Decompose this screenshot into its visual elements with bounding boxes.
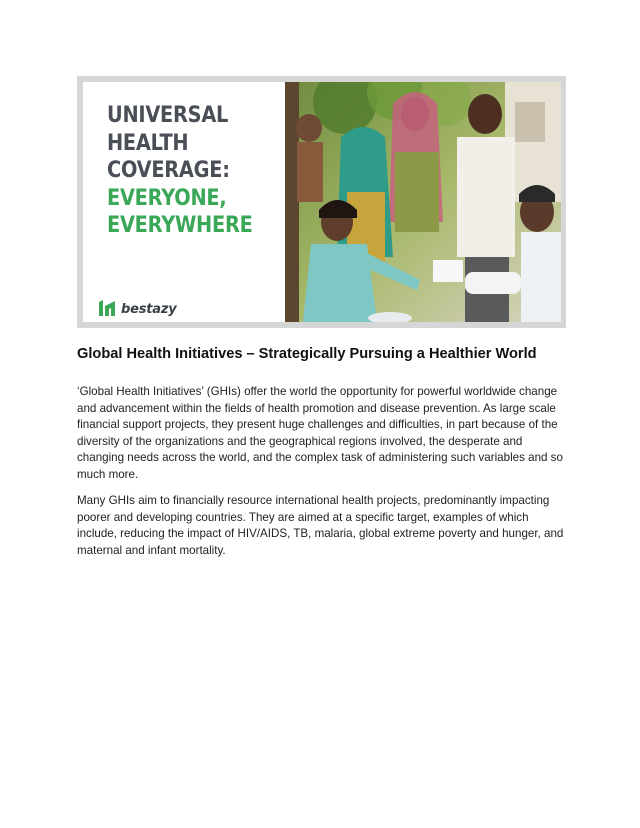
hero-banner — [77, 76, 566, 328]
bestazy-logo-icon — [96, 297, 118, 322]
article-paragraph-2 — [77, 493, 567, 559]
paragraph-line: changing needs across the world, and the complex task of administering such variables and so — [77, 451, 563, 464]
logo-wordmark: bestazy — [121, 302, 177, 317]
paragraph-line: financial support projects, they present huge challenges and difficulties, in part because of the — [77, 418, 558, 431]
headline-line: HEALTH — [107, 129, 189, 156]
headline-line: COVERAGE: — [107, 157, 230, 183]
paragraph-line: much more. — [77, 467, 139, 481]
paragraph-line: include, reducing the impact of HIV/AIDS, TB, malaria, global extreme poverty and hunger, and — [77, 527, 564, 540]
article-title: Global Health Initiatives – Strategically Pursuing a Healthier World — [77, 346, 537, 362]
headline-line: EVERYONE, — [107, 184, 227, 211]
bestazy-logo — [96, 297, 177, 322]
paragraph-line: ‘Global Health Initiatives’ (GHIs) offer the world the opportunity for powerful worldwide change — [77, 385, 558, 398]
headline-line: UNIVERSAL — [107, 102, 229, 128]
headline-line: EVERYWHERE — [107, 212, 253, 238]
banner-headline — [107, 102, 253, 240]
article-paragraph-1 — [77, 384, 567, 483]
health-workers-with-villagers-photo — [285, 82, 561, 322]
paragraph-line: and advancement within the fields of health promotion and disease prevention. As large scale — [77, 401, 556, 415]
paragraph-line: maternal and infant mortality. — [77, 543, 226, 557]
banner-text-panel — [83, 82, 285, 322]
paragraph-line: diversity of the organizations and the geographical regions involved, the desperate and — [77, 434, 523, 448]
paragraph-line: poorer and developing countries. They are aimed at a specific target, examples of which — [77, 510, 529, 524]
paragraph-line: Many GHIs aim to financially resource international health projects, predominantly impacting — [77, 494, 550, 507]
